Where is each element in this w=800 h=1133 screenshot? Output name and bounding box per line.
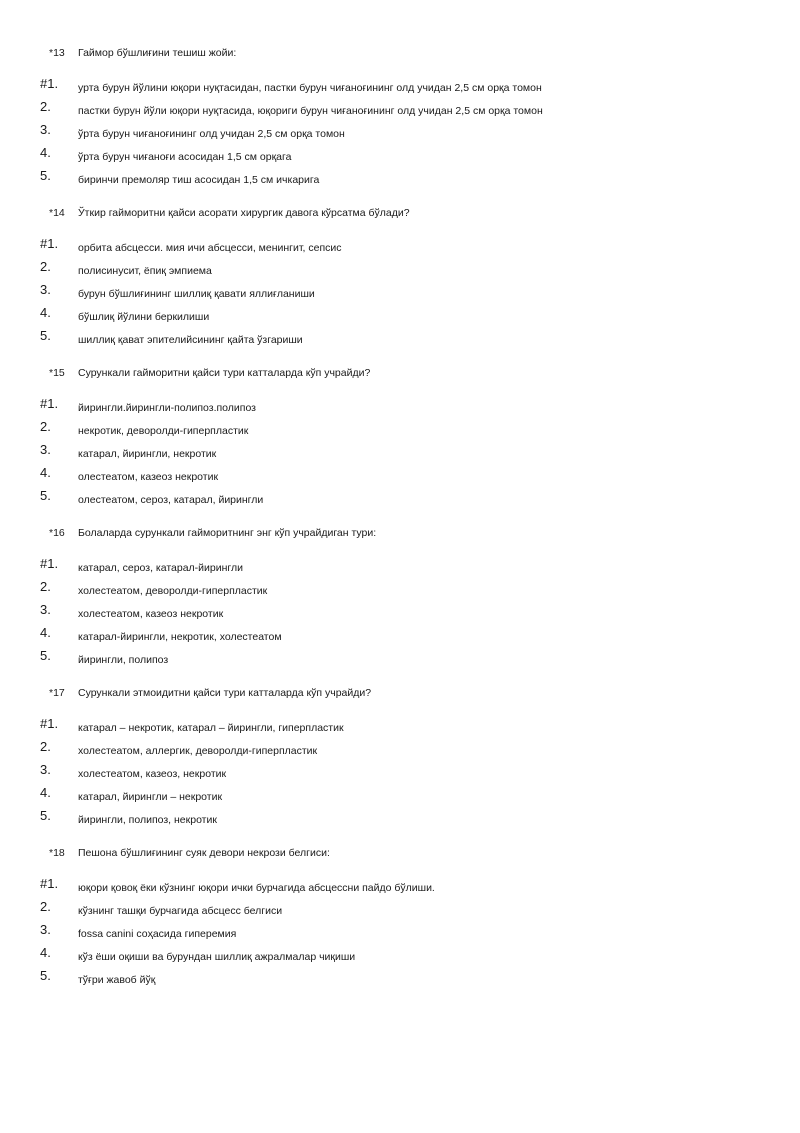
option-number: 2. [40,419,51,434]
question-number: *15 [49,367,65,379]
option-number: #1. [40,716,59,731]
option-number: 3. [40,762,51,777]
option-number: 4. [40,305,51,320]
option-number: 3. [40,602,51,617]
option-text: орбита абсцесси. мия ичи абсцесси, менингит, сепсис [78,242,342,254]
option-text: шиллиқ қават эпителийсининг қайта ўзгариши [78,334,303,346]
option-text: йирингли.йирингли-полипоз.полипоз [78,402,256,414]
question-header [0,364,800,382]
option-number: 5. [40,328,51,343]
answer-option [0,764,800,784]
option-text: ўрта бурун чиғаноғи асосидан 1,5 см орқага [78,151,292,163]
answer-option [0,970,800,990]
answer-option [0,261,800,281]
option-text: кўзнинг ташқи бурчагида абсцесс белгиси [78,905,283,917]
option-text: катарал-йирингли, некротик, холестеатом [78,631,282,643]
option-text: полисинусит, ёпиқ эмпиема [78,265,212,277]
option-number: 4. [40,945,51,960]
option-text: холестеатом, казеоз, некротик [78,768,227,780]
answer-option [0,444,800,464]
answer-option [0,238,800,258]
question-number: *17 [49,687,65,699]
question-header [0,844,800,862]
answer-option [0,810,800,830]
option-number: 2. [40,99,51,114]
answer-option [0,901,800,921]
option-text: урта бурун йўлини юқори нуқтасидан, пастки бурун чиғаноғининг олд учидан 2,5 см орқа томон [78,82,542,94]
option-text: холестеатом, аллергик, деворолди-гиперпластик [78,745,318,757]
option-number: 4. [40,465,51,480]
option-text: биринчи премоляр тиш асосидан 1,5 см ичкарига [78,174,320,186]
question-text: Болаларда сурункали гайморитнинг энг кўп учрайдиган тури: [78,527,377,539]
option-text: олестеатом, казеоз некротик [78,471,219,483]
answer-option [0,101,800,121]
answer-option [0,490,800,510]
option-text: бўшлиқ йўлини беркилиши [78,311,210,323]
question-text: Ўткир гайморитни қайси асорати хирургик давога кўрсатма бўлади? [78,207,410,219]
option-text: холестеатом, казеоз некротик [78,608,224,620]
option-number: #1. [40,556,59,571]
option-number: 5. [40,808,51,823]
answer-option [0,718,800,738]
option-number: 2. [40,259,51,274]
answer-option [0,78,800,98]
option-text: пастки бурун йўли юқори нуқтасида, юқориги бурун чиғаноғининг олд учидан 2,5 см орқа томон [78,105,543,117]
answer-option [0,787,800,807]
answer-option [0,924,800,944]
option-text: некротик, деворолди-гиперпластик [78,425,249,437]
option-number: 3. [40,122,51,137]
answer-option [0,147,800,167]
option-number: 5. [40,968,51,983]
option-text: холестеатом, деворолди-гиперпластик [78,585,268,597]
question-header [0,684,800,702]
option-number: 2. [40,579,51,594]
answer-option [0,170,800,190]
answer-option [0,467,800,487]
option-number: 3. [40,442,51,457]
option-text: катарал – некротик, катарал – йирингли, гиперпластик [78,722,344,734]
option-text: катарал, йирингли – некротик [78,791,223,803]
option-text: йирингли, полипоз, некротик [78,814,217,826]
option-number: 4. [40,625,51,640]
option-number: #1. [40,236,59,251]
question-number: *16 [49,527,65,539]
option-text: йирингли, полипоз [78,654,169,666]
option-number: 3. [40,282,51,297]
answer-option [0,558,800,578]
answer-option [0,878,800,898]
option-number: 3. [40,922,51,937]
option-text: тўғри жавоб йўқ [78,974,156,986]
answer-option [0,650,800,670]
answer-option [0,947,800,967]
question-text: Пешона бўшлиғининг суяк девори некрози белгиси: [78,847,330,859]
option-number: #1. [40,76,59,91]
option-text: олестеатом, сероз, катарал, йирингли [78,494,264,506]
option-text: ўрта бурун чиғаноғининг олд учидан 2,5 см орқа томон [78,128,345,140]
question-text: Сурункали гайморитни қайси тури катталарда кўп учрайди? [78,367,371,379]
answer-option [0,330,800,350]
option-text: юқори қовоқ ёки кўзнинг юқори ички бурчагида абсцессни пайдо бўлиши. [78,882,435,894]
option-number: 5. [40,648,51,663]
option-text: fossa canini соҳасида гиперемия [78,928,237,940]
answer-option [0,627,800,647]
answer-option [0,124,800,144]
option-number: 4. [40,785,51,800]
option-number: #1. [40,876,59,891]
question-text: Гаймор бўшлиғини тешиш жойи: [78,47,237,59]
option-number: 5. [40,168,51,183]
option-text: катарал, сероз, катарал-йирингли [78,562,243,574]
option-number: 4. [40,145,51,160]
option-text: кўз ёши оқиши ва бурундан шиллиқ ажралмалар чиқиши [78,951,356,963]
question-header [0,44,800,62]
answer-option [0,284,800,304]
option-text: бурун бўшлиғининг шиллиқ қавати яллиғланиши [78,288,315,300]
answer-option [0,741,800,761]
answer-option [0,398,800,418]
question-number: *13 [49,47,65,59]
option-number: 2. [40,899,51,914]
question-header [0,524,800,542]
question-text: Сурункали этмоидитни қайси тури катталарда кўп учрайди? [78,687,372,699]
option-text: катарал, йирингли, некротик [78,448,217,460]
answer-option [0,307,800,327]
answer-option [0,581,800,601]
answer-option [0,421,800,441]
question-header [0,204,800,222]
question-number: *14 [49,207,65,219]
option-number: 2. [40,739,51,754]
option-number: #1. [40,396,59,411]
question-number: *18 [49,847,65,859]
answer-option [0,604,800,624]
option-number: 5. [40,488,51,503]
